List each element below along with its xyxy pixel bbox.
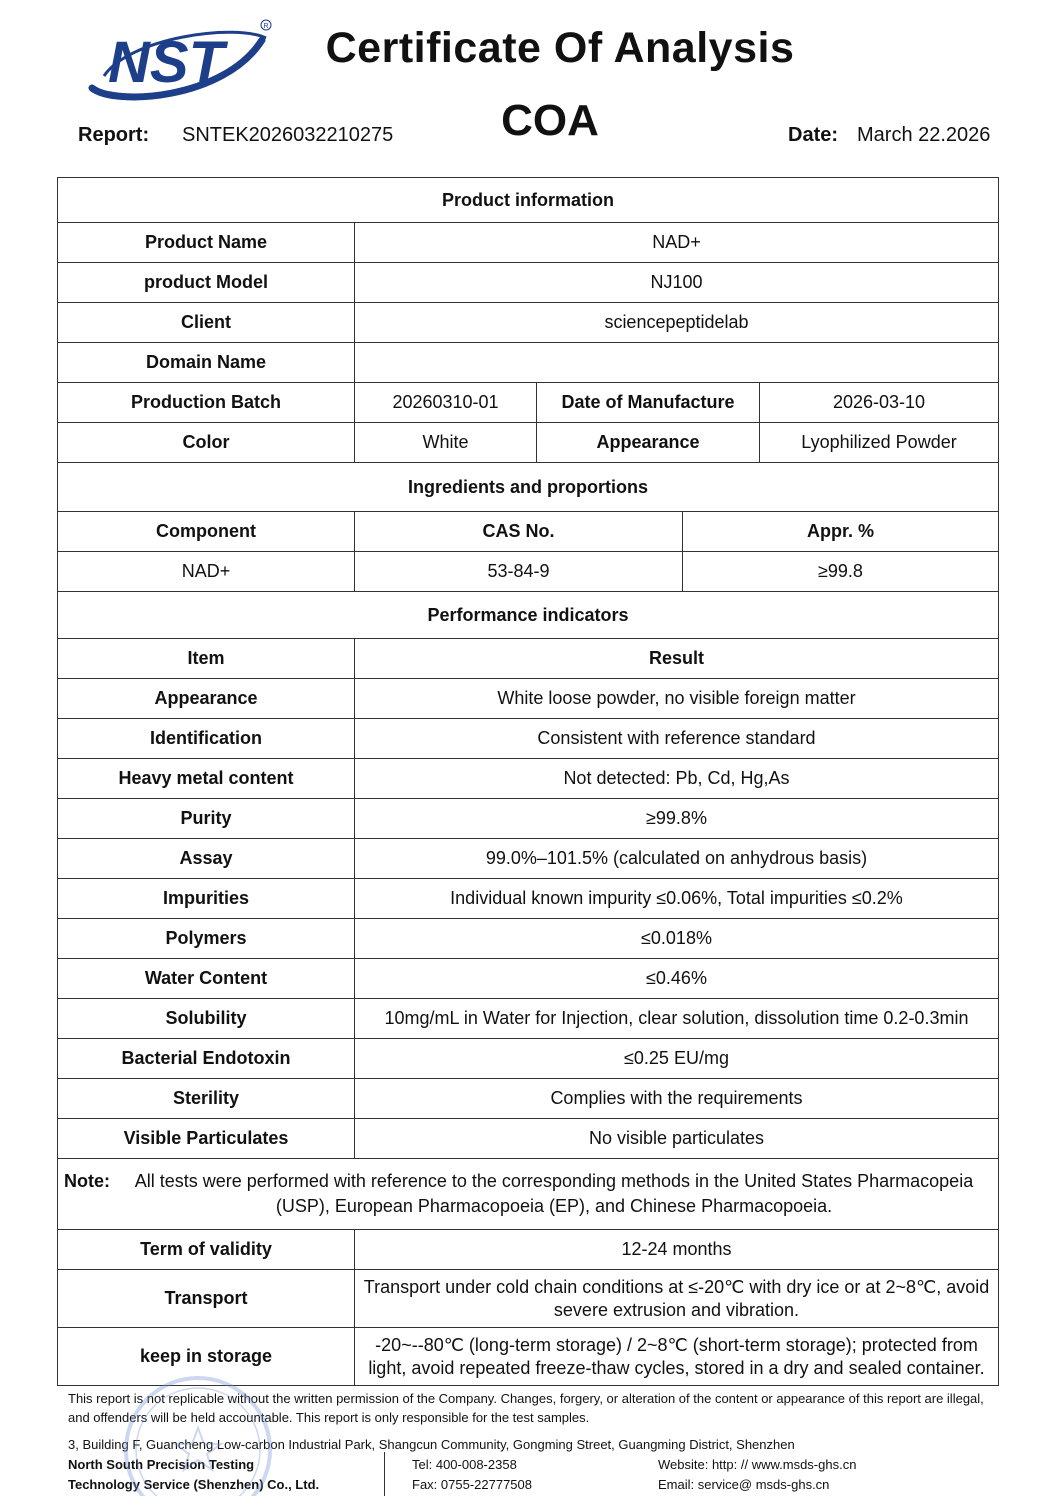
document-subtitle: COA bbox=[501, 96, 599, 145]
coa-table bbox=[57, 177, 999, 1386]
section-product-info: Product information bbox=[58, 178, 999, 223]
item-cell: Purity bbox=[58, 799, 355, 839]
section-performance: Performance indicators bbox=[58, 592, 999, 639]
result-cell: 99.0%–101.5% (calculated on anhydrous basis) bbox=[355, 839, 999, 879]
table-row bbox=[58, 1039, 999, 1079]
fax: Fax: 0755-22777508 bbox=[412, 1477, 532, 1492]
item-cell: Heavy metal content bbox=[58, 759, 355, 799]
email: Email: service@ msds-ghs.cn bbox=[658, 1477, 830, 1492]
section-row bbox=[58, 178, 999, 223]
date-label: Date: bbox=[788, 124, 839, 146]
cas-cell: 53-84-9 bbox=[355, 552, 683, 592]
section-row bbox=[58, 463, 999, 512]
report-number: SNTEK2026032210275 bbox=[182, 124, 394, 146]
item-cell: Assay bbox=[58, 839, 355, 879]
result-cell: Consistent with reference standard bbox=[355, 719, 999, 759]
table-row bbox=[58, 383, 999, 423]
client-value: sciencepeptidelab bbox=[355, 303, 999, 343]
table-row bbox=[58, 512, 999, 552]
result-cell: Complies with the requirements bbox=[355, 1079, 999, 1119]
note-label: Note: bbox=[64, 1171, 110, 1191]
column-header: Component bbox=[58, 512, 355, 552]
result-cell: No visible particulates bbox=[355, 1119, 999, 1159]
table-row bbox=[58, 303, 999, 343]
component-cell: NAD+ bbox=[58, 552, 355, 592]
table-row bbox=[58, 1079, 999, 1119]
column-header: Result bbox=[355, 639, 999, 679]
result-cell: ≤0.25 EU/mg bbox=[355, 1039, 999, 1079]
document-title: Certificate Of Analysis bbox=[325, 24, 795, 72]
section-ingredients: Ingredients and proportions bbox=[58, 463, 999, 512]
appearance-value: Lyophilized Powder bbox=[760, 423, 999, 463]
section-row bbox=[58, 592, 999, 639]
table-row bbox=[58, 999, 999, 1039]
column-header: CAS No. bbox=[355, 512, 683, 552]
result-cell: Not detected: Pb, Cd, Hg,As bbox=[355, 759, 999, 799]
batch-value: 20260310-01 bbox=[355, 383, 537, 423]
nst-logo bbox=[84, 18, 274, 110]
company-name-line: Technology Service (Shenzhen) Co., Ltd. bbox=[68, 1477, 320, 1492]
item-cell: Impurities bbox=[58, 879, 355, 919]
storage-label: keep in storage bbox=[58, 1328, 355, 1386]
validity-label: Term of validity bbox=[58, 1230, 355, 1270]
table-row bbox=[58, 839, 999, 879]
official-seal-stamp-icon bbox=[118, 1370, 278, 1496]
table-row bbox=[58, 879, 999, 919]
company-name-line: North South Precision Testing bbox=[68, 1457, 255, 1472]
table-row bbox=[58, 343, 999, 383]
table-row bbox=[58, 799, 999, 839]
result-cell: Individual known impurity ≤0.06%, Total impurities ≤0.2% bbox=[355, 879, 999, 919]
report-date: March 22.2026 bbox=[857, 124, 991, 146]
logo-text: NST bbox=[108, 30, 224, 95]
table-row bbox=[58, 552, 999, 592]
table-row bbox=[58, 423, 999, 463]
svg-text:R: R bbox=[263, 23, 269, 30]
note-text: All tests were performed with reference to the corresponding methods in the United States Pharmacopeia (USP), European Pharmacopoeia (EP), and Chinese Pharmacopoeia. bbox=[134, 1171, 974, 1216]
result-cell: ≥99.8% bbox=[355, 799, 999, 839]
column-header: Appr. % bbox=[683, 512, 999, 552]
appearance-label: Appearance bbox=[537, 423, 760, 463]
item-cell: Water Content bbox=[58, 959, 355, 999]
item-cell: Solubility bbox=[58, 999, 355, 1039]
table-row bbox=[58, 1230, 999, 1270]
table-row bbox=[58, 919, 999, 959]
note-row bbox=[58, 1159, 999, 1230]
item-cell: Sterility bbox=[58, 1079, 355, 1119]
item-cell: Polymers bbox=[58, 919, 355, 959]
client-label: Client bbox=[58, 303, 355, 343]
product-model-label: product Model bbox=[58, 263, 355, 303]
result-cell: White loose powder, no visible foreign matter bbox=[355, 679, 999, 719]
domain-name-value bbox=[355, 343, 999, 383]
table-row bbox=[58, 959, 999, 999]
transport-value: Transport under cold chain conditions at ≤-20℃ with dry ice or at 2~8℃, avoid severe extrusion and vibration. bbox=[355, 1270, 999, 1328]
table-row bbox=[58, 1270, 999, 1328]
domain-name-label: Domain Name bbox=[58, 343, 355, 383]
web-contact bbox=[658, 1455, 856, 1495]
color-value: White bbox=[355, 423, 537, 463]
result-cell: ≤0.46% bbox=[355, 959, 999, 999]
company-address: 3, Building F, Guancheng Low-carbon Industrial Park, Shangcun Community, Gongming Street, Guangming District, Shenzhen bbox=[68, 1437, 795, 1452]
report-label: Report: bbox=[78, 124, 150, 146]
result-cell: 10mg/mL in Water for Injection, clear solution, dissolution time 0.2-0.3min bbox=[355, 999, 999, 1039]
table-row bbox=[58, 719, 999, 759]
manufacture-date-label: Date of Manufacture bbox=[537, 383, 760, 423]
table-row bbox=[58, 759, 999, 799]
table-row bbox=[58, 1119, 999, 1159]
batch-label: Production Batch bbox=[58, 383, 355, 423]
transport-label: Transport bbox=[58, 1270, 355, 1328]
table-row bbox=[58, 679, 999, 719]
product-model-value: NJ100 bbox=[355, 263, 999, 303]
website: Website: http: // www.msds-ghs.cn bbox=[658, 1457, 857, 1472]
footer-divider bbox=[384, 1452, 385, 1496]
table-row bbox=[58, 223, 999, 263]
note-cell bbox=[58, 1159, 999, 1230]
storage-value: -20~--80℃ (long-term storage) / 2~8℃ (short-term storage); protected from light, avoid repeated freeze-thaw cycles, stored in a dry and sealed container. bbox=[355, 1328, 999, 1386]
phone-contact bbox=[412, 1455, 532, 1495]
product-name-label: Product Name bbox=[58, 223, 355, 263]
column-header: Item bbox=[58, 639, 355, 679]
percent-cell: ≥99.8 bbox=[683, 552, 999, 592]
validity-value: 12-24 months bbox=[355, 1230, 999, 1270]
disclaimer-text: This report is not replicable without the written permission of the Company. Changes, forgery, or alteration of the content or appearance of this report are illegal, and offenders will be held accountable. This report is only responsible for the test samples. bbox=[68, 1391, 984, 1425]
product-name-value: NAD+ bbox=[355, 223, 999, 263]
result-cell: ≤0.018% bbox=[355, 919, 999, 959]
table-row bbox=[58, 639, 999, 679]
manufacture-date-value: 2026-03-10 bbox=[760, 383, 999, 423]
telephone: Tel: 400-008-2358 bbox=[412, 1457, 517, 1472]
table-row bbox=[58, 263, 999, 303]
item-cell: Visible Particulates bbox=[58, 1119, 355, 1159]
item-cell: Identification bbox=[58, 719, 355, 759]
item-cell: Bacterial Endotoxin bbox=[58, 1039, 355, 1079]
item-cell: Appearance bbox=[58, 679, 355, 719]
color-label: Color bbox=[58, 423, 355, 463]
